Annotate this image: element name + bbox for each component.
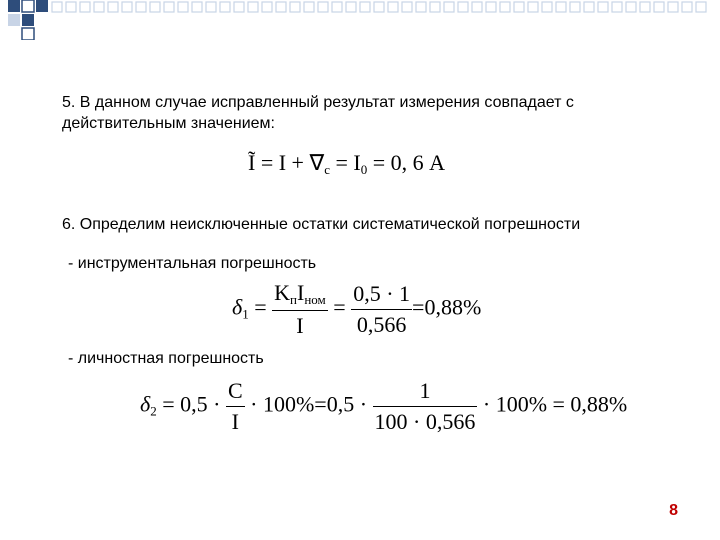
formula-subscript: с <box>324 162 330 177</box>
bullet-instrumental: - инструментальная погрешность <box>68 255 317 272</box>
item-5-line-2: действительным значением: <box>62 115 275 132</box>
formula-delta: δ <box>140 391 151 417</box>
formula-eq: = <box>254 294 267 320</box>
fraction-2 <box>351 281 412 338</box>
deco-square <box>22 0 34 12</box>
formula-lhs: Ĩ <box>248 150 256 175</box>
fraction-denominator: I <box>272 310 328 339</box>
header-decoration <box>0 0 720 40</box>
page-number: 8 <box>669 502 678 519</box>
formula-eq: = <box>333 294 346 320</box>
deco-square <box>8 0 20 12</box>
formula-result: =0,88% <box>412 294 482 320</box>
formula-subscript: 1 <box>242 306 249 322</box>
formula-personal-error <box>140 378 627 435</box>
formula-subscript: 2 <box>150 403 157 419</box>
bullet-personal: - личностная погрешность <box>68 350 264 367</box>
fraction-numerator: 1 <box>419 378 431 403</box>
formula-instrumental-error <box>232 280 481 339</box>
fraction-denominator: 100 · 0,566 <box>373 406 478 435</box>
fraction-numerator: $K_пI_{ном}$ <box>274 280 326 307</box>
formula-part: = I + ∇ <box>260 150 325 175</box>
formula-result: · 100% = 0,88% <box>482 391 628 417</box>
formula-part: · 100%=0,5 · <box>250 391 368 417</box>
formula-subscript: 0 <box>360 162 368 177</box>
fraction-denominator: I <box>226 406 245 435</box>
item-6: 6. Определим неисключенные остатки систематической погрешности <box>62 216 581 233</box>
formula-corrected-result <box>248 150 445 178</box>
deco-square <box>22 14 34 26</box>
fraction-denominator: 0,566 <box>351 309 412 338</box>
fraction-2 <box>373 378 478 435</box>
formula-delta: δ <box>232 294 243 320</box>
formula-value: = 0, 6 А <box>372 150 445 175</box>
fraction-numerator: 0,5 · 1 <box>353 281 411 306</box>
fraction-1 <box>226 378 245 435</box>
deco-square <box>22 28 34 40</box>
deco-square <box>36 0 48 12</box>
deco-row <box>52 2 706 12</box>
fraction-numerator: C <box>227 378 243 403</box>
formula-part: = I <box>335 150 361 175</box>
item-5-line-1: 5. В данном случае исправленный результат измерения совпадает с <box>62 94 574 111</box>
fraction-1 <box>272 280 328 339</box>
formula-part: = 0,5 · <box>162 391 221 417</box>
deco-square <box>8 14 20 26</box>
